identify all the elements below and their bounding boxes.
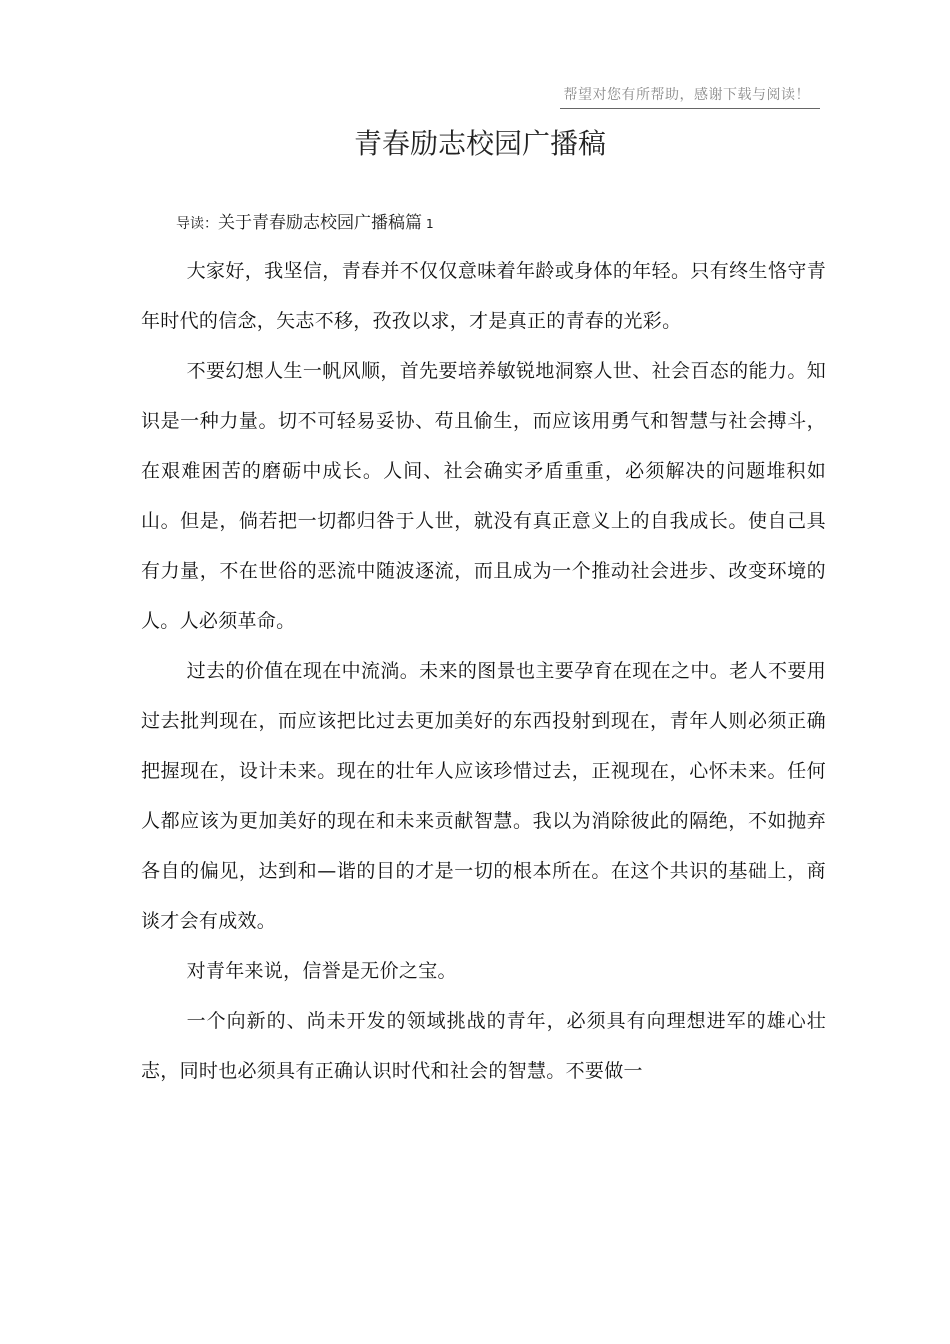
document-title: 青春励志校园广播稿 xyxy=(353,127,606,160)
header-note: 帮望对您有所帮助，感谢下载与阅读！ xyxy=(563,87,810,103)
lead-number: 1 xyxy=(426,217,434,231)
paragraph: 大家好，我坚信，青春并不仅仅意味着年龄或身体的年轻。只有终生恪守青年时代的信念，矢志不移，孜孜以求，才是真正的青春的光彩。 xyxy=(141,260,826,332)
paragraph: 过去的价值在现在中流淌。未来的图景也主要孕育在现在之中。老人不要用过去批判现在，而应该把比过去更加美好的东西投射到现在，青年人则必须正确把握现在，设计未来。现在的壮年人应该珍惜过去，正视现在，心怀未来。任何人都应该为更加美好的现在和未来贡献智慧。我以为消除彼此的隔绝，不如抛弃各自的偏见，达到和—谐的目的才是一切的根本所在。在这个共识的基础上，商谈才会有成效。 xyxy=(141,660,826,932)
paragraph: 对青年来说，信誉是无价之宝。 xyxy=(186,960,457,982)
lead-label: 导读： xyxy=(176,216,218,232)
lead-text: 关于青春励志校园广播稿篇 xyxy=(218,213,422,233)
document-body xyxy=(141,246,826,1096)
paragraph: 不要幻想人生一帆风顺，首先要培养敏锐地洞察人世、社会百态的能力。知识是一种力量。切不可轻易妥协、苟且偷生，而应该用勇气和智慧与社会搏斗，在艰难困苦的磨砺中成长。人间、社会确实矛盾重重，必须解决的问题堆积如山。但是，倘若把一切都归咎于人世，就没有真正意义上的自我成长。使自己具有力量，不在世俗的恶流中随波逐流，而且成为一个推动社会进步、改变环境的人。人必须革命。 xyxy=(141,360,826,632)
header-divider xyxy=(560,108,820,109)
lead-line xyxy=(176,208,434,233)
paragraph: 一个向新的、尚未开发的领域挑战的青年，必须具有向理想进军的雄心壮志，同时也必须具有正确认识时代和社会的智慧。不要做一 xyxy=(141,1010,826,1082)
